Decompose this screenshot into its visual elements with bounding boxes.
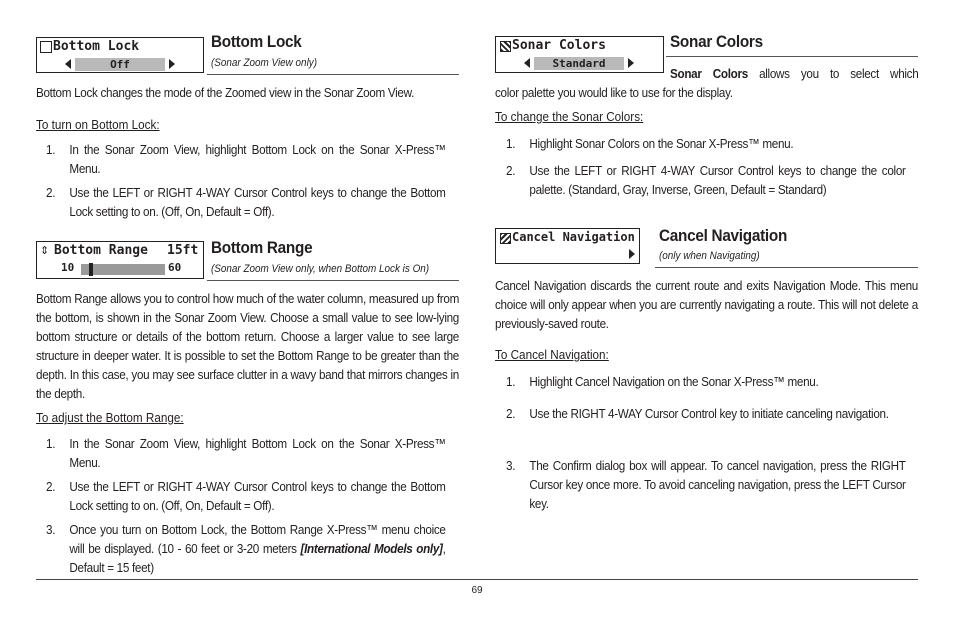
list-text: Use the RIGHT 4-WAY Cursor Control key to initiate canceling navigation.	[529, 406, 889, 421]
list-text: In the Sonar Zoom View, highlight Bottom Lock on the Sonar X-Press™ Menu.	[69, 142, 446, 176]
list-number: 1.	[46, 142, 56, 157]
bottom-lock-heading: Bottom Lock	[211, 32, 302, 51]
bottom-range-icon: ⇕	[40, 244, 50, 257]
sonar-colors-heading: Sonar Colors	[670, 32, 763, 51]
slider-min-label: 10	[61, 261, 75, 274]
footer-rule	[36, 579, 918, 580]
sonar-colors-desc-line2: color palette you would like to use for the display.	[495, 85, 733, 100]
bottom-lock-desc-rest: changes the mode of the Zoomed view in the Sonar Zoom View.	[97, 85, 415, 100]
sonar-colors-desc-line1	[670, 64, 918, 83]
cancel-navigation-heading: Cancel Navigation	[659, 226, 788, 245]
list-number: 3.	[46, 522, 56, 537]
list-text: Use the LEFT or RIGHT 4-WAY Cursor Control keys to change the color palette. (Standard, Gray, Inverse, Green, Default = Standard)	[529, 163, 906, 197]
list-number: 1.	[46, 436, 56, 451]
step3-text-emphasis: [International Models only]	[300, 541, 443, 556]
right-arrow-icon	[629, 249, 635, 259]
right-arrow-icon	[628, 58, 634, 68]
bottom-lock-menu-graphic	[36, 37, 204, 73]
bottom-range-howto: To adjust the Bottom Range:	[36, 410, 184, 425]
cancel-navigation-description	[495, 276, 918, 333]
sonar-colors-menu-value: Standard	[534, 57, 624, 70]
bottom-lock-howto: To turn on Bottom Lock:	[36, 117, 160, 132]
cancel-navigation-menu-title: Cancel Navigation	[512, 230, 635, 244]
bottom-range-desc-rest: allows you to control how much of the water column, measured up from the bottom, is shown in the Sonar Zoom View. Choose a small value to see low-lying bottom structure or details of the bottom return. Choose a larger value to see large structure in deeper water. It is possible to set the Bottom Range to be greater than the depth. In this case, you may see surface clutter in a wavy band that mirrors changes in the depth.	[36, 291, 459, 401]
right-arrow-icon	[169, 59, 175, 69]
list-text: The Confirm dialog box will appear. To cancel navigation, press the RIGHT Cursor key once more. To avoid canceling navigation, press the LEFT Cursor key.	[529, 458, 906, 511]
bottom-range-menu-graphic	[36, 241, 204, 279]
cancel-navigation-desc-rest: discards the current route and exits Navigation Mode. This menu choice will only appear when you are currently navigating a route. This will not delete a previously-saved route.	[495, 278, 919, 331]
sonar-colors-desc-rest: allows you to select which	[747, 66, 919, 81]
sonar-colors-icon	[500, 41, 511, 52]
list-item	[506, 134, 906, 154]
list-number: 2.	[46, 479, 56, 494]
sonar-colors-rule	[666, 56, 918, 57]
range-slider-handle	[89, 263, 93, 276]
sonar-colors-howto: To change the Sonar Colors:	[495, 109, 644, 124]
sonar-colors-menu-graphic	[495, 36, 664, 73]
bottom-lock-rule	[207, 74, 459, 75]
list-number: 1.	[506, 374, 516, 389]
menu-item-icon	[40, 41, 52, 53]
left-arrow-icon	[524, 58, 530, 68]
bottom-lock-desc-lead: Bottom Lock	[36, 85, 98, 100]
list-text: Highlight Cancel Navigation on the Sonar X-Press™ menu.	[529, 374, 819, 389]
bottom-range-subheading: (Sonar Zoom View only, when Bottom Lock is On)	[211, 263, 430, 275]
list-item	[506, 372, 906, 392]
sonar-colors-menu-title: Sonar Colors	[512, 38, 606, 53]
list-number: 2.	[506, 163, 516, 178]
step3-text-a: Once you turn on Bottom Lock, the Bottom Range X-Press™ menu choice will be displayed. (10 - 60 feet or 3-20 meters	[69, 522, 446, 556]
list-text: Use the LEFT or RIGHT 4-WAY Cursor Control keys to change the Bottom Lock setting to on. (Off, On, Default = Off).	[69, 185, 446, 219]
list-number: 1.	[506, 136, 516, 151]
bottom-range-heading: Bottom Range	[211, 238, 313, 257]
slider-max-label: 60	[168, 261, 182, 274]
list-number: 3.	[506, 458, 516, 473]
range-slider	[81, 264, 165, 275]
list-item	[506, 161, 906, 201]
step3-text-c: , Default = 15 feet)	[69, 541, 446, 575]
bottom-lock-menu-title: Bottom Lock	[53, 39, 140, 54]
list-text: Use the LEFT or RIGHT 4-WAY Cursor Control keys to change the Bottom Lock setting to on. (Off, On, Default = Off).	[69, 479, 446, 513]
list-item	[46, 477, 446, 517]
list-item	[506, 456, 906, 514]
list-item	[46, 183, 446, 223]
cancel-navigation-desc-lead: Cancel Navigation	[495, 278, 587, 293]
list-text: Highlight Sonar Colors on the Sonar X-Press™ menu.	[529, 136, 794, 151]
cancel-navigation-rule	[655, 267, 918, 268]
list-text	[69, 520, 445, 577]
cancel-navigation-subheading: (only when Navigating)	[659, 250, 760, 262]
bottom-lock-menu-value: Off	[75, 58, 165, 71]
cancel-navigation-howto: To Cancel Navigation:	[495, 347, 609, 362]
bottom-lock-subheading: (Sonar Zoom View only)	[211, 57, 318, 69]
page-number: 69	[471, 585, 483, 596]
list-text: In the Sonar Zoom View, highlight Bottom Lock on the Sonar X-Press™ Menu.	[69, 436, 446, 470]
list-item	[46, 434, 446, 474]
bottom-range-menu-title: Bottom Range	[54, 243, 148, 258]
list-number: 2.	[46, 185, 56, 200]
cancel-navigation-menu-graphic	[495, 228, 640, 264]
list-item	[46, 520, 446, 578]
list-number: 2.	[506, 406, 516, 421]
bottom-range-description	[36, 289, 459, 403]
sonar-colors-desc-lead: Sonar Colors	[670, 66, 748, 81]
bottom-range-menu-value: 15ft	[167, 243, 199, 258]
bottom-range-rule	[207, 280, 459, 281]
list-item	[506, 404, 906, 444]
cancel-navigation-icon	[500, 233, 511, 244]
list-item	[46, 140, 446, 180]
left-arrow-icon	[65, 59, 71, 69]
bottom-range-desc-lead: Bottom Range	[36, 291, 108, 306]
bottom-lock-description	[36, 83, 459, 102]
